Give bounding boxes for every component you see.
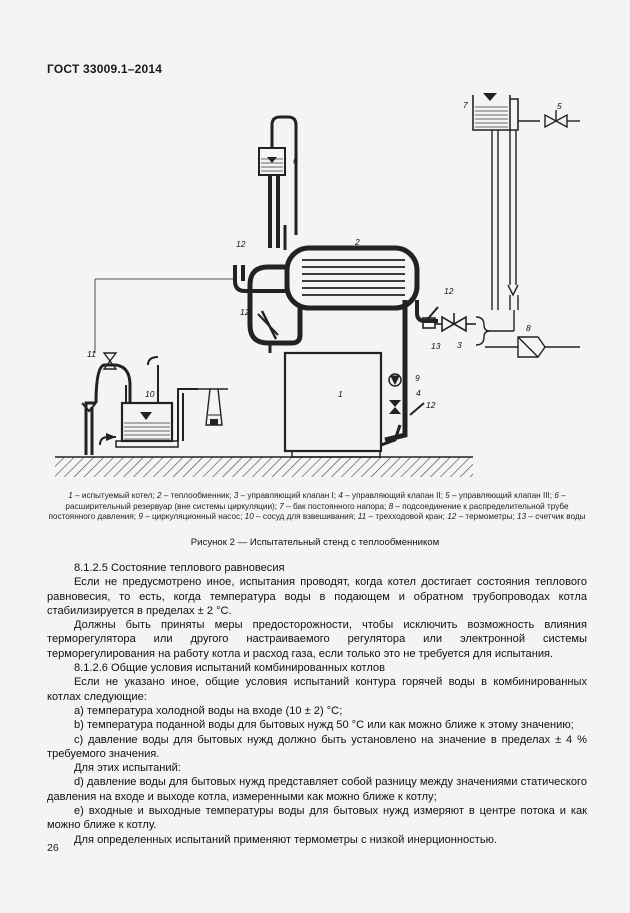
label-4: 4	[416, 388, 421, 398]
legend-text: – термометры;	[456, 512, 518, 522]
thermometer-boiler	[262, 311, 276, 339]
section-heading-8-1-2-6: 8.1.2.6 Общие условия испытаний комбинированных котлов	[74, 662, 385, 675]
list-item-d: d) давление воды для бытовых нужд представляет собой разницу между значениями статического давления на входе и выходе котла, измеренными как можно ближе к котлу;	[47, 776, 587, 803]
constant-head-tank	[473, 93, 580, 310]
label-12-top: 12	[236, 239, 246, 249]
legend-text: – управляющий клапан I;	[238, 491, 339, 500]
legend-item	[157, 491, 234, 500]
list-item-b: b) температура поданной воды для бытовых нужд 50 °С или как можно ближе к этому значению;	[74, 719, 574, 732]
legend-number: 10	[244, 512, 254, 522]
label-12-boiler: 12	[240, 307, 250, 317]
legend-text: – циркуляционный насос;	[142, 512, 245, 522]
legend-number: 4	[338, 491, 343, 500]
list-item-e: e) входные и выходные температуры воды для бытовых нужд измеряют в центре потока и как можно ближе к котлу.	[47, 805, 587, 832]
legend-text: – управляющий клапан II;	[342, 491, 446, 500]
legend-item	[517, 512, 586, 521]
paragraph-equilibrium: Если не предусмотрено иное, испытания проводят, когда котел достигает состояния теплового равновесия, то есть, когда температура воды в подающем и обратном трубопроводах котла стабилизируется в пределах ± 2 °С.	[47, 576, 587, 617]
label-10: 10	[145, 389, 155, 399]
legend-item	[279, 502, 388, 511]
body-text	[47, 561, 587, 847]
legend-number: 3	[233, 491, 239, 500]
legend-item	[138, 512, 244, 521]
paragraph-precautions: Должны быть приняты меры предосторожности, чтобы исключить возможность влияния терморегулятора или другого настраиваемого регулятора или электронной системы терморегулирования на работу котла и расход газа, если только это не требуется для испытания.	[47, 619, 587, 660]
page-number: 26	[47, 842, 59, 854]
paragraph-thermometers: Для определенных испытаний применяют термометры с низкой инерционностью.	[74, 833, 498, 846]
floor	[55, 457, 473, 477]
boiler-unit	[285, 353, 381, 457]
test-bench-diagram	[40, 85, 590, 485]
weighing-vessel	[116, 357, 228, 447]
legend-item	[447, 512, 517, 521]
figure-legend	[47, 491, 587, 523]
legend-number: 1	[68, 491, 73, 500]
legend-text: – сосуд для взвешивания;	[253, 512, 358, 522]
legend-item	[234, 491, 339, 500]
paragraph-for-tests: Для этих испытаний:	[74, 762, 181, 775]
label-9: 9	[415, 373, 420, 383]
legend-item	[68, 491, 157, 500]
legend-item	[358, 512, 448, 521]
legend-item	[245, 512, 358, 521]
label-1: 1	[338, 389, 343, 399]
distribution-connection	[476, 310, 580, 357]
legend-number: 13	[517, 512, 527, 522]
legend-number: 8	[388, 501, 394, 511]
standard-header: ГОСТ 33009.1–2014	[47, 62, 163, 76]
list-item-a: a) температура холодной воды на входе (10 ± 2) °С;	[74, 704, 343, 717]
legend-text: – испытуемый котел;	[72, 491, 157, 500]
legend-text: – управляющий клапан III;	[449, 491, 555, 500]
legend-text: – расширительный резервуар (вне системы циркуляции);	[65, 491, 566, 511]
legend-number: 6	[554, 491, 559, 500]
legend-number: 12	[447, 512, 457, 522]
legend-number: 7	[279, 501, 284, 511]
figure-title: Рисунок 2 — Испытательный стенд с теплообменником	[190, 537, 440, 548]
legend-text: – теплообменник;	[161, 491, 234, 500]
label-13: 13	[431, 341, 441, 351]
label-5: 5	[557, 101, 562, 111]
list-item-c: c) давление воды для бытовых нужд должно быть установлено на значение в пределах ± 4 % требуемого значения.	[47, 733, 587, 760]
expansion-tank	[259, 117, 296, 250]
legend-number: 9	[138, 512, 143, 522]
legend-text: – трехходовой кран;	[366, 512, 448, 522]
legend-text: – счетчик воды	[526, 512, 586, 522]
label-6: 6	[293, 156, 298, 166]
circulation-loop	[381, 300, 438, 445]
legend-item	[338, 491, 445, 500]
legend-number: 5	[445, 491, 450, 500]
legend-number: 11	[357, 512, 367, 522]
legend-text: – подсоединение к распределительной трубе постоянного давления;	[48, 501, 569, 522]
label-8: 8	[526, 323, 531, 333]
paragraph-conditions: Если не указано иное, общие условия испытаний контура горячей воды в комбинированных котлах следующие:	[47, 676, 587, 703]
legend-number: 2	[157, 491, 162, 500]
label-7: 7	[463, 100, 468, 110]
label-11: 11	[87, 349, 96, 359]
legend-text: – бак постоянного напора;	[283, 501, 389, 511]
legend-item	[445, 491, 554, 500]
section-heading-8-1-2-5: 8.1.2.5 Состояние теплового равновесия	[74, 562, 285, 574]
label-3: 3	[457, 340, 462, 350]
label-2: 2	[355, 237, 360, 247]
label-12-bottom: 12	[426, 400, 436, 410]
label-12-right: 12	[444, 286, 454, 296]
